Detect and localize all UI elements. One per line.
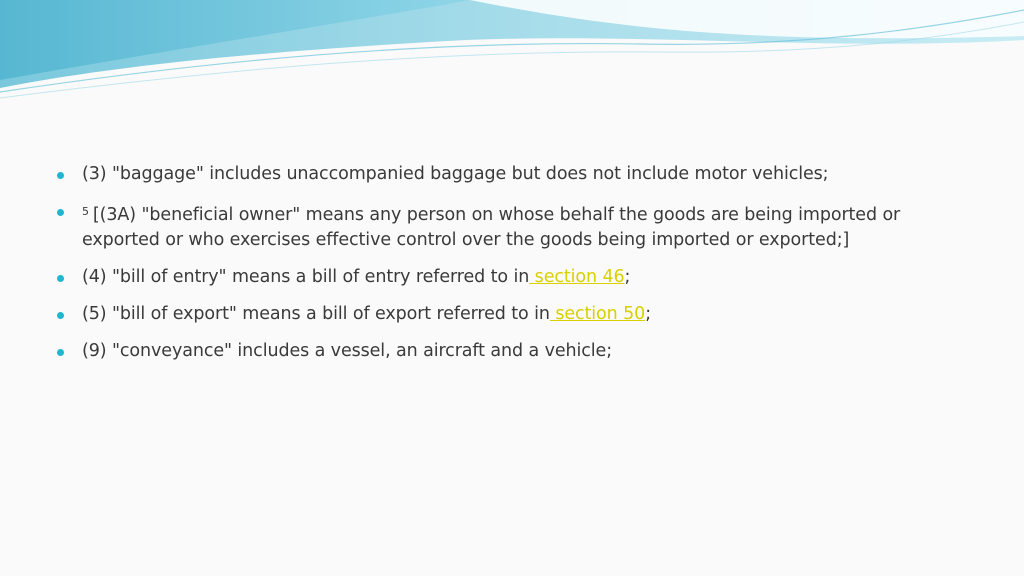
bullet-icon xyxy=(57,172,64,179)
list-item-baggage xyxy=(56,162,956,187)
item-text: (9) "conveyance" includes a vessel, an aircraft and a vehicle; xyxy=(82,341,612,361)
definition-list xyxy=(56,162,956,376)
item-text: (5) "bill of export" means a bill of export referred to in xyxy=(82,304,550,324)
footnote-marker: 5 xyxy=(82,205,89,218)
item-punctuation: ; xyxy=(624,267,631,287)
item-text: [(3A) "beneficial owner" means any person on whose behalf the goods are being imported or exported or who exercises effective control over the goods being imported or exported;] xyxy=(82,205,901,250)
section-50-link[interactable]: section 50 xyxy=(549,304,646,324)
bullet-icon xyxy=(57,349,64,356)
header-wave-decoration xyxy=(0,0,1024,110)
list-item-bill-of-export xyxy=(56,302,956,327)
list-item-bill-of-entry xyxy=(56,265,956,290)
item-text: (4) "bill of entry" means a bill of entry referred to in xyxy=(82,267,530,287)
item-punctuation: ; xyxy=(645,304,651,324)
bullet-icon xyxy=(57,312,64,319)
list-item-beneficial-owner xyxy=(56,199,956,253)
section-46-link[interactable]: section 46 xyxy=(529,267,625,287)
bullet-icon xyxy=(57,275,64,282)
bullet-icon xyxy=(57,209,64,216)
item-text: (3) "baggage" includes unaccompanied baggage but does not include motor vehicles; xyxy=(82,164,829,184)
list-item-conveyance xyxy=(56,339,956,364)
